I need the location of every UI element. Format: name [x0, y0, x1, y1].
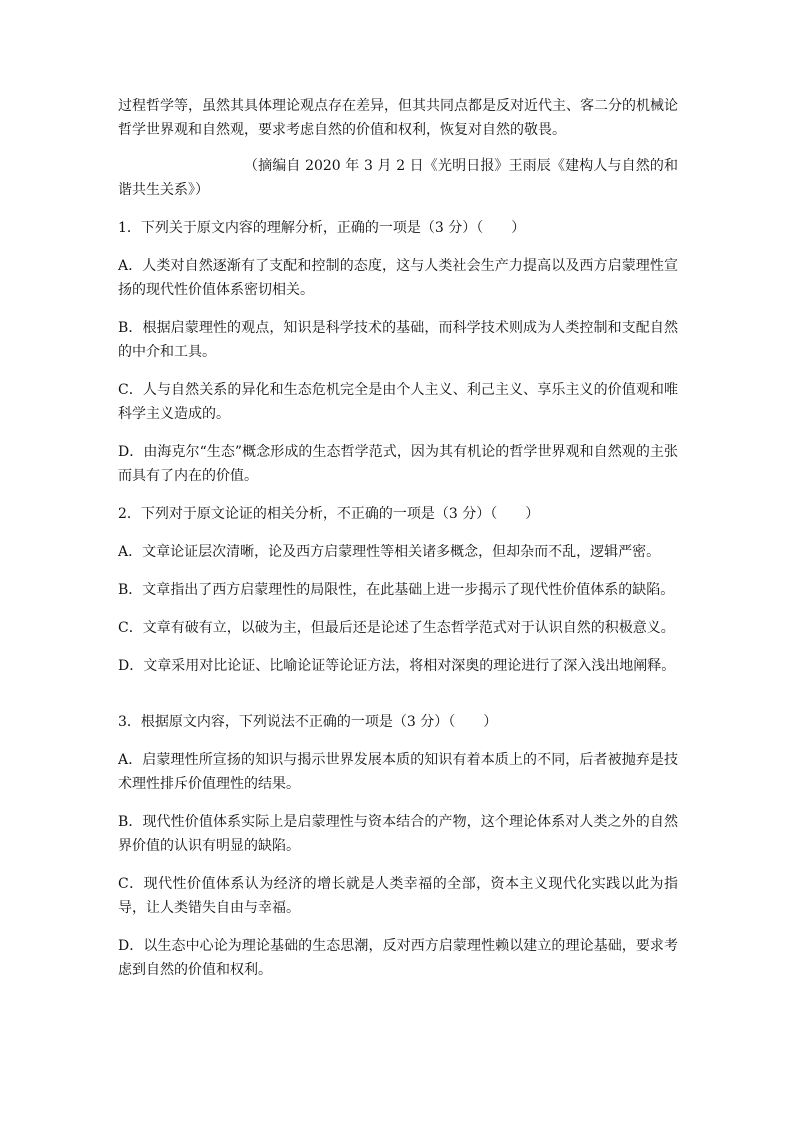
question-2-option-c: C．文章有破有立，以破为主，但最后还是论述了生态哲学范式对于认识自然的积极意义。	[118, 620, 675, 636]
question-1-option-c: C．人与自然关系的异化和生态危机完全是由个人主义、利己主义、享乐主义的价值观和唯科学主义造成的。	[118, 382, 678, 422]
question-1-option-b: B．根据启蒙理性的观点，知识是科学技术的基础，而科学技术则成为人类控制和支配自然的中介和工具。	[118, 320, 678, 360]
question-3-option-c: C．现代性价值体系认为经济的增长就是人类幸福的全部，资本主义现代化实践以此为指导，让人类错失自由与幸福。	[118, 876, 678, 916]
intro-paragraph	[118, 94, 678, 142]
intro-line-1: 过程哲学等，虽然其具体理论观点存在差异，但其共同点都是反对近代主、客二分的机械论	[118, 98, 678, 114]
question-2-option-d: D．文章采用对比论证、比喻论证等论证方法，将相对深奥的理论进行了深入浅出地阐释。	[118, 658, 676, 674]
question-2-option-a: A．文章论证层次清晰，论及西方启蒙理性等相关诸多概念，但却杂而不乱，逻辑严密。	[118, 544, 661, 560]
question-3-stem: 3．根据原文内容，下列说法不正确的一项是（3 分）（ ）	[118, 714, 498, 730]
document-page	[118, 94, 678, 982]
question-3-option-a: A．启蒙理性所宣扬的知识与揭示世界发展本质的知识有着本质上的不同，后者被抛弃是技术理性排斥价值理性的结果。	[118, 752, 678, 792]
question-1-stem: 1．下列关于原文内容的理解分析，正确的一项是（3 分）（ ）	[118, 220, 526, 236]
question-3-option-d: D．以生态中心论为理论基础的生态思潮，反对西方启蒙理性赖以建立的理论基础，要求考虑到自然的价值和权利。	[118, 938, 678, 978]
intro-line-2: 哲学世界观和自然观，要求考虑自然的价值和权利，恢复对自然的敬畏。	[118, 122, 566, 138]
question-1-option-d: D．由海克尔“生态”概念形成的生态哲学范式，因为其有机论的哲学世界观和自然观的主张而具有了内在的价值。	[118, 444, 678, 484]
question-2-option-b: B．文章指出了西方启蒙理性的局限性，在此基础上进一步揭示了现代性价值体系的缺陷。	[118, 582, 675, 598]
question-2-stem: 2．下列对于原文论证的相关分析，不正确的一项是（3 分）（ ）	[118, 506, 540, 522]
question-3-option-b: B．现代性价值体系实际上是启蒙理性与资本结合的产物，这个理论体系对人类之外的自然界价值的认识有明显的缺陷。	[118, 814, 678, 854]
source-citation: （摘编自 2020 年 3 月 2 日《光明日报》王雨辰《建构人与自然的和谐共生关系》）	[118, 158, 678, 198]
question-1-option-a: A．人类对自然逐渐有了支配和控制的态度，这与人类社会生产力提高以及西方启蒙理性宣扬的现代性价值体系密切相关。	[118, 258, 678, 298]
